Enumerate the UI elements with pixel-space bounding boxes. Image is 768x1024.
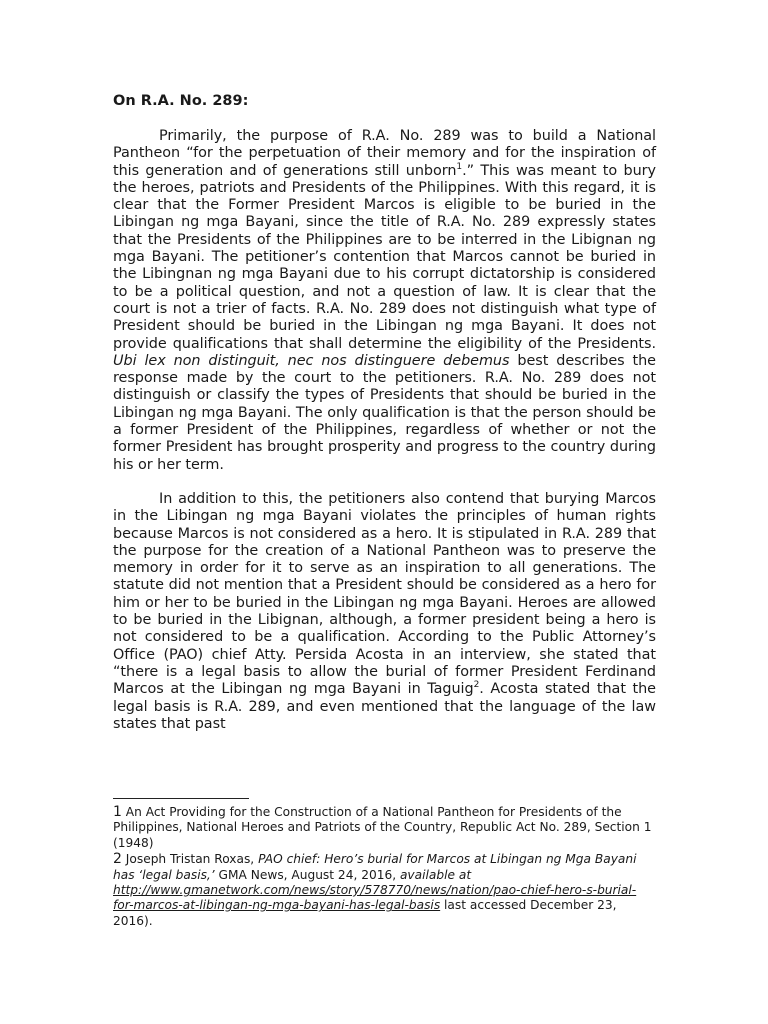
footnote-1 [113, 805, 653, 851]
footnote-2-number: 2 [113, 851, 122, 868]
footnote-2-available: available at [399, 867, 472, 882]
latin-maxim: Ubi lex non distinguit, nec nos distinguere debemus [113, 352, 510, 369]
paragraph-1 [113, 128, 656, 474]
footnote-ref-2: 2 [473, 680, 480, 691]
paragraph-2-text-a: In addition to this, the petitioners also contend that burying Marcos in the Libingan ng mga Bayani violates the principles of human rights because Marcos is not considered as a hero. It is stipulated in R.A. 289 that the purpose for the creation of a National Pantheon was to preserve the memory in order for it to serve as an inspiration to all generations. The statute did not mention that a President should be considered as a hero for him or her to be buried in the Libingan ng mga Bayani. Heroes are allowed to be buried in the Libignan, although, a former president being a hero is not considered to be a qualification. According to the Public Attorney’s Office (PAO) chief Atty. Persida Acosta in an interview, she stated that “there is a legal basis to allow the burial of former President Ferdinand Marcos at the Libingan ng mga Bayani in Taguig [113, 490, 656, 698]
footnote-1-text: An Act Providing for the Construction of a National Pantheon for Presidents of the Philippines, National Heroes and Patriots of the Country, Republic Act No. 289, Section 1 (1948) [113, 805, 652, 850]
footnote-2-author: Joseph Tristan Roxas, [121, 852, 259, 867]
footnote-2 [113, 852, 653, 929]
footnote-2-tail: last accessed December 23, 2016). [113, 898, 617, 928]
paragraph-1-text-a: Primarily, the purpose of R.A. No. 289 was to build a National Pantheon “for the perpetuation of their memory and for the inspiration of this generation and of generations still unborn [113, 128, 656, 179]
paragraph-1-text-c: best describes the response made by the court to the petitioners. R.A. No. 289 does not distinguish or classify the types of Presidents that should be buried in the Libingan ng mga Bayani. The only qualification is that the person should be a former President of the Philippines, regardless of whether or not the former President has brought prosperity and progress to the country during his or her term. [113, 352, 656, 473]
footnote-2-link[interactable]: http://www.gmanetwork.com/news/story/578770/news/nation/pao-chief-hero-s-burial-for-marcos-at-libingan-ng-mga-bayani-has-legal-basis [113, 883, 637, 913]
footnote-separator [113, 798, 249, 799]
footnote-2-publisher: GMA News, August 24, 2016, [214, 867, 400, 882]
paragraph-1-text-b: .” This was meant to bury the heroes, patriots and Presidents of the Philippines. With this regard, it is clear that the Former President Marcos is eligible to be buried in the Libingan ng mga Bayani, since the title of R.A. No. 289 expressly states that the Presidents of the Philippines are to be interred in the Libignan ng mga Bayani. The petitioner’s contention that Marcos cannot be buried in the Libingnan ng mga Bayani due to his corrupt dictatorship is considered to be a political question, and not a question of law. It is clear that the court is not a trier of facts. R.A. No. 289 does not distinguish what type of President should be buried in the Libingan ng mga Bayani. It does not provide qualifications that shall determine the eligibility of the Presidents. [113, 162, 656, 352]
footnote-1-number: 1 [113, 804, 122, 820]
section-heading: On R.A. No. 289: [113, 93, 249, 109]
footnote-ref-1: 1 [456, 161, 463, 172]
paragraph-2-text-b: . Acosta stated that the legal basis is R.A. 289, and even mentioned that the language of the law states that past [113, 681, 656, 732]
document-body [113, 92, 656, 750]
paragraph-2 [113, 491, 656, 733]
footnote-2-title: PAO chief: Hero’s burial for Marcos at Libingan ng Mga Bayani has ‘legal basis,’ [113, 852, 637, 882]
footnotes [113, 805, 653, 930]
